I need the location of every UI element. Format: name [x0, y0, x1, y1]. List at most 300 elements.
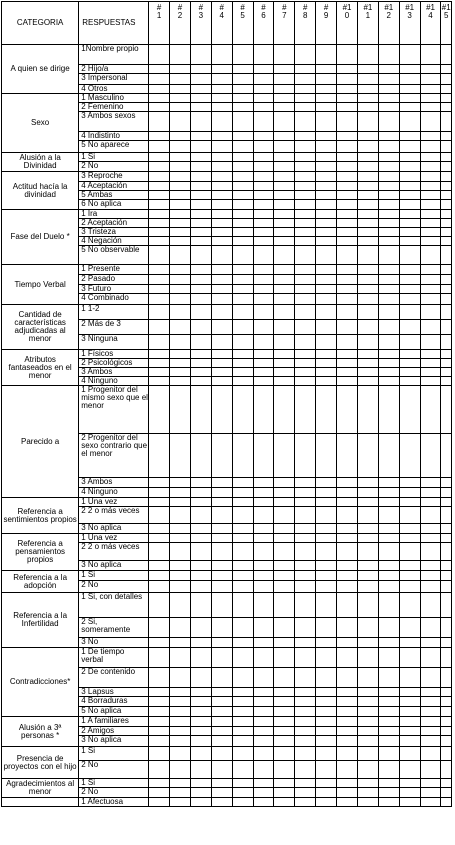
- answer-cell[interactable]: [337, 386, 358, 434]
- answer-cell[interactable]: [190, 65, 211, 74]
- answer-cell[interactable]: [190, 320, 211, 335]
- answer-cell[interactable]: [232, 162, 253, 172]
- answer-cell[interactable]: [441, 561, 452, 571]
- answer-cell[interactable]: [274, 717, 295, 727]
- answer-cell[interactable]: [295, 707, 316, 717]
- answer-cell[interactable]: [441, 717, 452, 727]
- answer-cell[interactable]: [337, 162, 358, 172]
- answer-cell[interactable]: [441, 103, 452, 112]
- answer-cell[interactable]: [295, 237, 316, 246]
- answer-cell[interactable]: [399, 275, 420, 285]
- answer-cell[interactable]: [170, 275, 191, 285]
- answer-cell[interactable]: [357, 162, 378, 172]
- answer-cell[interactable]: [211, 543, 232, 561]
- answer-cell[interactable]: [316, 237, 337, 246]
- answer-cell[interactable]: [357, 335, 378, 350]
- answer-cell[interactable]: [253, 172, 274, 182]
- answer-cell[interactable]: [274, 320, 295, 335]
- answer-cell[interactable]: [253, 359, 274, 368]
- answer-cell[interactable]: [274, 593, 295, 618]
- answer-cell[interactable]: [441, 434, 452, 478]
- answer-cell[interactable]: [316, 507, 337, 524]
- answer-cell[interactable]: [170, 285, 191, 294]
- answer-cell[interactable]: [149, 335, 170, 350]
- answer-cell[interactable]: [420, 191, 441, 200]
- answer-cell[interactable]: [420, 132, 441, 141]
- answer-cell[interactable]: [253, 386, 274, 434]
- answer-cell[interactable]: [357, 524, 378, 534]
- answer-cell[interactable]: [357, 350, 378, 359]
- answer-cell[interactable]: [274, 727, 295, 736]
- answer-cell[interactable]: [190, 335, 211, 350]
- answer-cell[interactable]: [420, 153, 441, 162]
- answer-cell[interactable]: [211, 112, 232, 132]
- answer-cell[interactable]: [211, 688, 232, 697]
- answer-cell[interactable]: [253, 478, 274, 488]
- answer-cell[interactable]: [399, 237, 420, 246]
- answer-cell[interactable]: [399, 747, 420, 761]
- answer-cell[interactable]: [190, 94, 211, 103]
- answer-cell[interactable]: [211, 779, 232, 788]
- answer-cell[interactable]: [170, 112, 191, 132]
- answer-cell[interactable]: [274, 377, 295, 386]
- answer-cell[interactable]: [378, 561, 399, 571]
- answer-cell[interactable]: [399, 648, 420, 668]
- answer-cell[interactable]: [357, 498, 378, 507]
- answer-cell[interactable]: [190, 162, 211, 172]
- answer-cell[interactable]: [190, 488, 211, 498]
- answer-cell[interactable]: [211, 368, 232, 377]
- answer-cell[interactable]: [232, 85, 253, 94]
- answer-cell[interactable]: [170, 305, 191, 320]
- answer-cell[interactable]: [190, 112, 211, 132]
- answer-cell[interactable]: [190, 132, 211, 141]
- answer-cell[interactable]: [316, 335, 337, 350]
- answer-cell[interactable]: [337, 798, 358, 807]
- answer-cell[interactable]: [170, 350, 191, 359]
- answer-cell[interactable]: [337, 182, 358, 191]
- answer-cell[interactable]: [441, 320, 452, 335]
- answer-cell[interactable]: [232, 294, 253, 305]
- answer-cell[interactable]: [420, 141, 441, 153]
- answer-cell[interactable]: [378, 727, 399, 736]
- answer-cell[interactable]: [253, 294, 274, 305]
- answer-cell[interactable]: [274, 275, 295, 285]
- answer-cell[interactable]: [399, 320, 420, 335]
- answer-cell[interactable]: [316, 581, 337, 593]
- answer-cell[interactable]: [316, 320, 337, 335]
- answer-cell[interactable]: [253, 727, 274, 736]
- answer-cell[interactable]: [399, 350, 420, 359]
- answer-cell[interactable]: [253, 285, 274, 294]
- answer-cell[interactable]: [357, 688, 378, 697]
- answer-cell[interactable]: [149, 638, 170, 648]
- answer-cell[interactable]: [149, 305, 170, 320]
- answer-cell[interactable]: [378, 65, 399, 74]
- answer-cell[interactable]: [337, 498, 358, 507]
- answer-cell[interactable]: [253, 434, 274, 478]
- answer-cell[interactable]: [211, 65, 232, 74]
- answer-cell[interactable]: [253, 488, 274, 498]
- answer-cell[interactable]: [420, 747, 441, 761]
- answer-cell[interactable]: [399, 707, 420, 717]
- answer-cell[interactable]: [378, 524, 399, 534]
- answer-cell[interactable]: [420, 210, 441, 219]
- answer-cell[interactable]: [253, 305, 274, 320]
- answer-cell[interactable]: [337, 94, 358, 103]
- answer-cell[interactable]: [357, 668, 378, 688]
- answer-cell[interactable]: [170, 191, 191, 200]
- answer-cell[interactable]: [441, 265, 452, 275]
- answer-cell[interactable]: [149, 103, 170, 112]
- answer-cell[interactable]: [357, 798, 378, 807]
- answer-cell[interactable]: [274, 45, 295, 65]
- answer-cell[interactable]: [399, 132, 420, 141]
- answer-cell[interactable]: [149, 368, 170, 377]
- answer-cell[interactable]: [149, 265, 170, 275]
- answer-cell[interactable]: [253, 65, 274, 74]
- answer-cell[interactable]: [170, 228, 191, 237]
- answer-cell[interactable]: [211, 305, 232, 320]
- answer-cell[interactable]: [378, 798, 399, 807]
- answer-cell[interactable]: [211, 94, 232, 103]
- answer-cell[interactable]: [337, 191, 358, 200]
- answer-cell[interactable]: [253, 350, 274, 359]
- answer-cell[interactable]: [441, 191, 452, 200]
- answer-cell[interactable]: [232, 507, 253, 524]
- answer-cell[interactable]: [420, 618, 441, 638]
- answer-cell[interactable]: [295, 285, 316, 294]
- answer-cell[interactable]: [149, 294, 170, 305]
- answer-cell[interactable]: [253, 581, 274, 593]
- answer-cell[interactable]: [378, 275, 399, 285]
- answer-cell[interactable]: [357, 618, 378, 638]
- answer-cell[interactable]: [149, 534, 170, 543]
- answer-cell[interactable]: [274, 507, 295, 524]
- answer-cell[interactable]: [211, 153, 232, 162]
- answer-cell[interactable]: [274, 386, 295, 434]
- answer-cell[interactable]: [274, 747, 295, 761]
- answer-cell[interactable]: [253, 320, 274, 335]
- answer-cell[interactable]: [378, 265, 399, 275]
- answer-cell[interactable]: [295, 727, 316, 736]
- answer-cell[interactable]: [253, 593, 274, 618]
- answer-cell[interactable]: [441, 761, 452, 779]
- answer-cell[interactable]: [232, 112, 253, 132]
- answer-cell[interactable]: [337, 103, 358, 112]
- answer-cell[interactable]: [399, 478, 420, 488]
- answer-cell[interactable]: [357, 368, 378, 377]
- answer-cell[interactable]: [378, 507, 399, 524]
- answer-cell[interactable]: [337, 478, 358, 488]
- answer-cell[interactable]: [399, 94, 420, 103]
- answer-cell[interactable]: [378, 219, 399, 228]
- answer-cell[interactable]: [232, 275, 253, 285]
- answer-cell[interactable]: [295, 65, 316, 74]
- answer-cell[interactable]: [274, 237, 295, 246]
- answer-cell[interactable]: [170, 581, 191, 593]
- answer-cell[interactable]: [378, 571, 399, 581]
- answer-cell[interactable]: [295, 275, 316, 285]
- answer-cell[interactable]: [378, 141, 399, 153]
- answer-cell[interactable]: [420, 524, 441, 534]
- answer-cell[interactable]: [337, 368, 358, 377]
- answer-cell[interactable]: [211, 478, 232, 488]
- answer-cell[interactable]: [316, 153, 337, 162]
- answer-cell[interactable]: [357, 172, 378, 182]
- answer-cell[interactable]: [357, 265, 378, 275]
- answer-cell[interactable]: [211, 228, 232, 237]
- answer-cell[interactable]: [232, 534, 253, 543]
- answer-cell[interactable]: [441, 779, 452, 788]
- answer-cell[interactable]: [337, 779, 358, 788]
- answer-cell[interactable]: [190, 265, 211, 275]
- answer-cell[interactable]: [149, 524, 170, 534]
- answer-cell[interactable]: [420, 305, 441, 320]
- answer-cell[interactable]: [378, 368, 399, 377]
- answer-cell[interactable]: [170, 210, 191, 219]
- answer-cell[interactable]: [190, 200, 211, 210]
- answer-cell[interactable]: [399, 736, 420, 747]
- answer-cell[interactable]: [170, 478, 191, 488]
- answer-cell[interactable]: [378, 246, 399, 265]
- answer-cell[interactable]: [253, 85, 274, 94]
- answer-cell[interactable]: [170, 162, 191, 172]
- answer-cell[interactable]: [211, 103, 232, 112]
- answer-cell[interactable]: [316, 779, 337, 788]
- answer-cell[interactable]: [211, 717, 232, 727]
- answer-cell[interactable]: [316, 688, 337, 697]
- answer-cell[interactable]: [253, 618, 274, 638]
- answer-cell[interactable]: [149, 191, 170, 200]
- answer-cell[interactable]: [170, 488, 191, 498]
- answer-cell[interactable]: [149, 377, 170, 386]
- answer-cell[interactable]: [170, 377, 191, 386]
- answer-cell[interactable]: [316, 285, 337, 294]
- answer-cell[interactable]: [378, 237, 399, 246]
- answer-cell[interactable]: [420, 265, 441, 275]
- answer-cell[interactable]: [441, 275, 452, 285]
- answer-cell[interactable]: [337, 788, 358, 798]
- answer-cell[interactable]: [316, 747, 337, 761]
- answer-cell[interactable]: [420, 534, 441, 543]
- answer-cell[interactable]: [190, 172, 211, 182]
- answer-cell[interactable]: [211, 761, 232, 779]
- answer-cell[interactable]: [316, 478, 337, 488]
- answer-cell[interactable]: [378, 534, 399, 543]
- answer-cell[interactable]: [441, 534, 452, 543]
- answer-cell[interactable]: [420, 688, 441, 697]
- answer-cell[interactable]: [149, 74, 170, 85]
- answer-cell[interactable]: [232, 478, 253, 488]
- answer-cell[interactable]: [399, 294, 420, 305]
- answer-cell[interactable]: [190, 285, 211, 294]
- answer-cell[interactable]: [274, 571, 295, 581]
- answer-cell[interactable]: [232, 265, 253, 275]
- answer-cell[interactable]: [337, 141, 358, 153]
- answer-cell[interactable]: [420, 162, 441, 172]
- answer-cell[interactable]: [170, 219, 191, 228]
- answer-cell[interactable]: [190, 141, 211, 153]
- answer-cell[interactable]: [170, 761, 191, 779]
- answer-cell[interactable]: [441, 153, 452, 162]
- answer-cell[interactable]: [232, 335, 253, 350]
- answer-cell[interactable]: [316, 275, 337, 285]
- answer-cell[interactable]: [378, 779, 399, 788]
- answer-cell[interactable]: [253, 779, 274, 788]
- answer-cell[interactable]: [337, 265, 358, 275]
- answer-cell[interactable]: [399, 182, 420, 191]
- answer-cell[interactable]: [211, 200, 232, 210]
- answer-cell[interactable]: [211, 524, 232, 534]
- answer-cell[interactable]: [316, 162, 337, 172]
- answer-cell[interactable]: [211, 727, 232, 736]
- answer-cell[interactable]: [357, 581, 378, 593]
- answer-cell[interactable]: [378, 210, 399, 219]
- answer-cell[interactable]: [190, 182, 211, 191]
- answer-cell[interactable]: [170, 368, 191, 377]
- answer-cell[interactable]: [211, 172, 232, 182]
- answer-cell[interactable]: [337, 85, 358, 94]
- answer-cell[interactable]: [337, 219, 358, 228]
- answer-cell[interactable]: [274, 132, 295, 141]
- answer-cell[interactable]: [337, 305, 358, 320]
- answer-cell[interactable]: [420, 200, 441, 210]
- answer-cell[interactable]: [337, 736, 358, 747]
- answer-cell[interactable]: [357, 294, 378, 305]
- answer-cell[interactable]: [253, 162, 274, 172]
- answer-cell[interactable]: [399, 141, 420, 153]
- answer-cell[interactable]: [441, 294, 452, 305]
- answer-cell[interactable]: [295, 697, 316, 707]
- answer-cell[interactable]: [170, 153, 191, 162]
- answer-cell[interactable]: [316, 74, 337, 85]
- answer-cell[interactable]: [149, 320, 170, 335]
- answer-cell[interactable]: [357, 534, 378, 543]
- answer-cell[interactable]: [190, 74, 211, 85]
- answer-cell[interactable]: [441, 132, 452, 141]
- answer-cell[interactable]: [211, 581, 232, 593]
- answer-cell[interactable]: [399, 153, 420, 162]
- answer-cell[interactable]: [420, 45, 441, 65]
- answer-cell[interactable]: [274, 648, 295, 668]
- answer-cell[interactable]: [253, 717, 274, 727]
- answer-cell[interactable]: [295, 85, 316, 94]
- answer-cell[interactable]: [149, 761, 170, 779]
- answer-cell[interactable]: [420, 736, 441, 747]
- answer-cell[interactable]: [274, 219, 295, 228]
- answer-cell[interactable]: [441, 219, 452, 228]
- answer-cell[interactable]: [316, 488, 337, 498]
- answer-cell[interactable]: [170, 524, 191, 534]
- answer-cell[interactable]: [274, 294, 295, 305]
- answer-cell[interactable]: [441, 524, 452, 534]
- answer-cell[interactable]: [274, 141, 295, 153]
- answer-cell[interactable]: [211, 246, 232, 265]
- answer-cell[interactable]: [316, 210, 337, 219]
- answer-cell[interactable]: [399, 638, 420, 648]
- answer-cell[interactable]: [253, 153, 274, 162]
- answer-cell[interactable]: [149, 172, 170, 182]
- answer-cell[interactable]: [274, 191, 295, 200]
- answer-cell[interactable]: [357, 219, 378, 228]
- answer-cell[interactable]: [337, 285, 358, 294]
- answer-cell[interactable]: [295, 112, 316, 132]
- answer-cell[interactable]: [295, 377, 316, 386]
- answer-cell[interactable]: [316, 132, 337, 141]
- answer-cell[interactable]: [253, 798, 274, 807]
- answer-cell[interactable]: [357, 761, 378, 779]
- answer-cell[interactable]: [378, 638, 399, 648]
- answer-cell[interactable]: [399, 359, 420, 368]
- answer-cell[interactable]: [170, 747, 191, 761]
- answer-cell[interactable]: [232, 668, 253, 688]
- answer-cell[interactable]: [232, 717, 253, 727]
- answer-cell[interactable]: [211, 85, 232, 94]
- answer-cell[interactable]: [357, 275, 378, 285]
- answer-cell[interactable]: [232, 779, 253, 788]
- answer-cell[interactable]: [420, 285, 441, 294]
- answer-cell[interactable]: [420, 320, 441, 335]
- answer-cell[interactable]: [170, 200, 191, 210]
- answer-cell[interactable]: [337, 45, 358, 65]
- answer-cell[interactable]: [170, 265, 191, 275]
- answer-cell[interactable]: [441, 618, 452, 638]
- answer-cell[interactable]: [399, 543, 420, 561]
- answer-cell[interactable]: [399, 172, 420, 182]
- answer-cell[interactable]: [211, 788, 232, 798]
- answer-cell[interactable]: [399, 618, 420, 638]
- answer-cell[interactable]: [441, 727, 452, 736]
- answer-cell[interactable]: [295, 219, 316, 228]
- answer-cell[interactable]: [190, 350, 211, 359]
- answer-cell[interactable]: [316, 386, 337, 434]
- answer-cell[interactable]: [357, 182, 378, 191]
- answer-cell[interactable]: [337, 488, 358, 498]
- answer-cell[interactable]: [232, 65, 253, 74]
- answer-cell[interactable]: [274, 668, 295, 688]
- answer-cell[interactable]: [316, 761, 337, 779]
- answer-cell[interactable]: [420, 350, 441, 359]
- answer-cell[interactable]: [253, 74, 274, 85]
- answer-cell[interactable]: [211, 265, 232, 275]
- answer-cell[interactable]: [441, 543, 452, 561]
- answer-cell[interactable]: [253, 507, 274, 524]
- answer-cell[interactable]: [232, 359, 253, 368]
- answer-cell[interactable]: [211, 571, 232, 581]
- answer-cell[interactable]: [274, 368, 295, 377]
- answer-cell[interactable]: [211, 294, 232, 305]
- answer-cell[interactable]: [170, 543, 191, 561]
- answer-cell[interactable]: [253, 368, 274, 377]
- answer-cell[interactable]: [441, 172, 452, 182]
- answer-cell[interactable]: [378, 94, 399, 103]
- answer-cell[interactable]: [274, 246, 295, 265]
- answer-cell[interactable]: [420, 377, 441, 386]
- answer-cell[interactable]: [316, 94, 337, 103]
- answer-cell[interactable]: [378, 593, 399, 618]
- answer-cell[interactable]: [211, 377, 232, 386]
- answer-cell[interactable]: [170, 648, 191, 668]
- answer-cell[interactable]: [316, 593, 337, 618]
- answer-cell[interactable]: [378, 182, 399, 191]
- answer-cell[interactable]: [295, 191, 316, 200]
- answer-cell[interactable]: [211, 350, 232, 359]
- answer-cell[interactable]: [170, 736, 191, 747]
- answer-cell[interactable]: [211, 74, 232, 85]
- answer-cell[interactable]: [441, 350, 452, 359]
- answer-cell[interactable]: [378, 688, 399, 697]
